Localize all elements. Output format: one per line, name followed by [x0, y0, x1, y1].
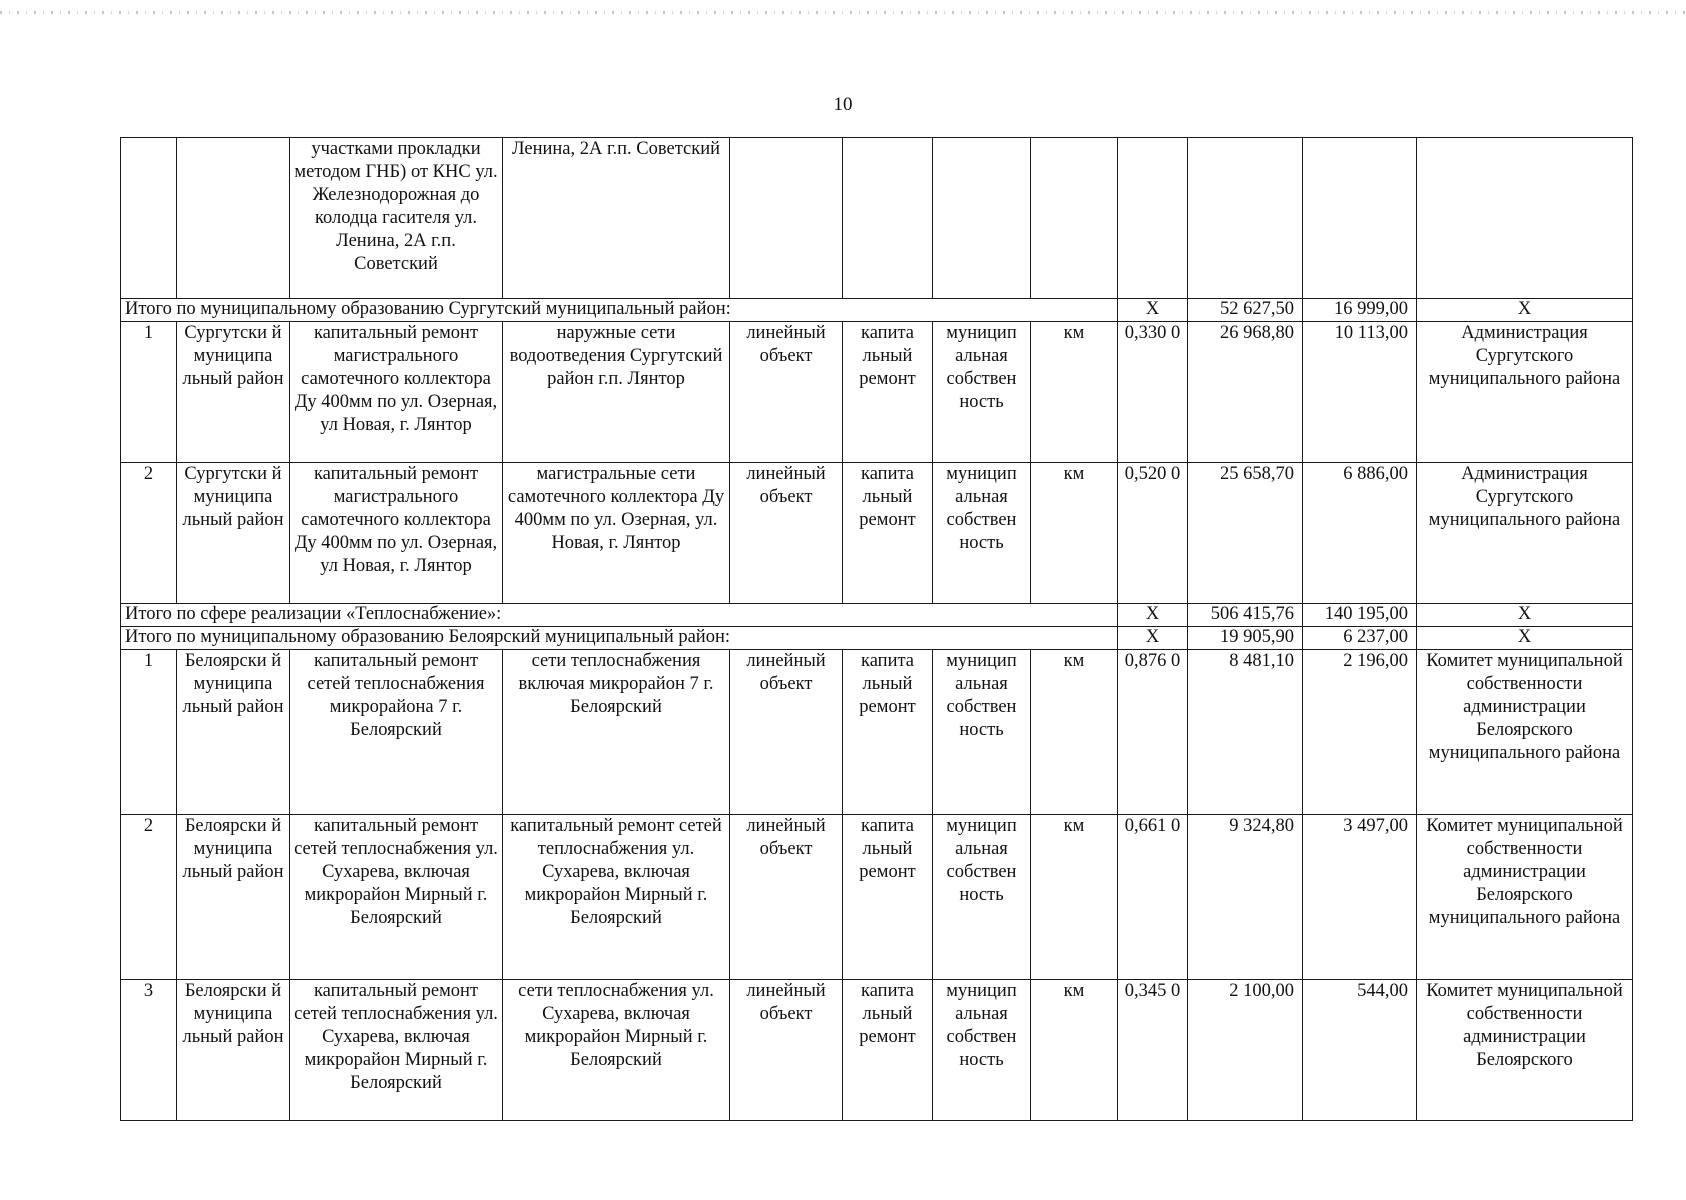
- cell-unit: км: [1031, 980, 1118, 1121]
- cell-executor: [1417, 138, 1633, 299]
- cell-limit: 10 113,00: [1303, 322, 1417, 463]
- cell-object: наружные сети водоотведения Сургутский район г.п. Лянтор: [503, 322, 730, 463]
- cell-object: сети теплоснабжения ул. Сухарева, включая микрорайон Мирный г. Белоярский: [503, 980, 730, 1121]
- cell-work: капита льный ремонт: [843, 980, 933, 1121]
- cell-cost: 2 100,00: [1188, 980, 1303, 1121]
- cell-municipality: Сургутски й муниципа льный район: [177, 463, 290, 604]
- cell-work: капита льный ремонт: [843, 650, 933, 815]
- total-sum1: 52 627,50: [1188, 299, 1303, 322]
- cell-limit: 2 196,00: [1303, 650, 1417, 815]
- cell-work: капита льный ремонт: [843, 815, 933, 980]
- cell-type: линейный объект: [730, 650, 843, 815]
- cell-num: [121, 138, 177, 299]
- total-x1: X: [1118, 627, 1188, 650]
- cell-num: 2: [121, 815, 177, 980]
- cell-unit: км: [1031, 463, 1118, 604]
- total-row-heat: [121, 604, 1633, 627]
- cell-executor: Администрация Сургутского муниципального района: [1417, 463, 1633, 604]
- total-label: Итого по муниципальному образованию Сургутский муниципальный район:: [121, 299, 1118, 322]
- table-row: [121, 322, 1633, 463]
- cell-object: капитальный ремонт сетей теплоснабжения ул. Сухарева, включая микрорайон Мирный г. Белоярский: [503, 815, 730, 980]
- cell-description: капитальный ремонт магистрального самотечного коллектора Ду 400мм по ул. Озерная, ул Новая, г. Лянтор: [290, 322, 503, 463]
- total-sum2: 6 237,00: [1303, 627, 1417, 650]
- cell-ownership: муницип альная собствен ность: [933, 322, 1031, 463]
- cell-unit: км: [1031, 650, 1118, 815]
- total-x3: X: [1417, 627, 1633, 650]
- cell-executor: Администрация Сургутского муниципального района: [1417, 322, 1633, 463]
- cell-description: участками прокладки методом ГНБ) от КНС ул. Железнодорожная до колодца гасителя ул. Ленина, 2А г.п. Советский: [290, 138, 503, 299]
- table-row-continuation: [121, 138, 1633, 299]
- total-x1: X: [1118, 604, 1188, 627]
- total-x3: X: [1417, 299, 1633, 322]
- cell-limit: 6 886,00: [1303, 463, 1417, 604]
- cell-object: магистральные сети самотечного коллектора Ду 400мм по ул. Озерная, ул. Новая, г. Лянтор: [503, 463, 730, 604]
- cell-executor: Комитет муниципальной собственности администрации Белоярского муниципального района: [1417, 650, 1633, 815]
- cell-ownership: муницип альная собствен ность: [933, 650, 1031, 815]
- cell-unit: км: [1031, 322, 1118, 463]
- cell-type: линейный объект: [730, 322, 843, 463]
- cell-num: 2: [121, 463, 177, 604]
- table-row: [121, 980, 1633, 1121]
- total-x1: X: [1118, 299, 1188, 322]
- cell-object: сети теплоснабжения включая микрорайон 7 г. Белоярский: [503, 650, 730, 815]
- cell-ownership: муницип альная собствен ность: [933, 980, 1031, 1121]
- total-sum2: 16 999,00: [1303, 299, 1417, 322]
- cell-description: капитальный ремонт магистрального самотечного коллектора Ду 400мм по ул. Озерная, ул Новая, г. Лянтор: [290, 463, 503, 604]
- cell-type: [730, 138, 843, 299]
- cell-unit: км: [1031, 815, 1118, 980]
- cell-length: 0,520 0: [1118, 463, 1188, 604]
- cell-length: 0,876 0: [1118, 650, 1188, 815]
- cell-description: капитальный ремонт сетей теплоснабжения ул. Сухарева, включая микрорайон Мирный г. Белоярский: [290, 980, 503, 1121]
- table-row: [121, 815, 1633, 980]
- cell-num: 3: [121, 980, 177, 1121]
- total-row-surgut: [121, 299, 1633, 322]
- cell-work: капита льный ремонт: [843, 463, 933, 604]
- investment-table: [120, 137, 1633, 1121]
- cell-ownership: муницип альная собствен ность: [933, 463, 1031, 604]
- total-sum2: 140 195,00: [1303, 604, 1417, 627]
- cell-work: капита льный ремонт: [843, 322, 933, 463]
- cell-municipality: Сургутски й муниципа льный район: [177, 322, 290, 463]
- table-row: [121, 463, 1633, 604]
- total-sum1: 506 415,76: [1188, 604, 1303, 627]
- cell-cost: 25 658,70: [1188, 463, 1303, 604]
- total-row-beloyarsk: [121, 627, 1633, 650]
- table-row: [121, 650, 1633, 815]
- cell-executor: Комитет муниципальной собственности администрации Белоярского: [1417, 980, 1633, 1121]
- cell-cost: 26 968,80: [1188, 322, 1303, 463]
- cell-description: капитальный ремонт сетей теплоснабжения микрорайона 7 г. Белоярский: [290, 650, 503, 815]
- cell-type: линейный объект: [730, 463, 843, 604]
- cell-length: 0,330 0: [1118, 322, 1188, 463]
- cell-executor: Комитет муниципальной собственности администрации Белоярского муниципального района: [1417, 815, 1633, 980]
- cell-type: линейный объект: [730, 815, 843, 980]
- cell-municipality: Белоярски й муниципа льный район: [177, 980, 290, 1121]
- cell-num: 1: [121, 322, 177, 463]
- cell-municipality: [177, 138, 290, 299]
- cell-num: 1: [121, 650, 177, 815]
- cell-object: Ленина, 2А г.п. Советский: [503, 138, 730, 299]
- total-x3: X: [1417, 604, 1633, 627]
- cell-ownership: [933, 138, 1031, 299]
- cell-type: линейный объект: [730, 980, 843, 1121]
- cell-cost: 9 324,80: [1188, 815, 1303, 980]
- total-label: Итого по муниципальному образованию Белоярский муниципальный район:: [121, 627, 1118, 650]
- cell-cost: 8 481,10: [1188, 650, 1303, 815]
- cell-ownership: муницип альная собствен ность: [933, 815, 1031, 980]
- cell-length: [1118, 138, 1188, 299]
- cell-unit: [1031, 138, 1118, 299]
- cell-description: капитальный ремонт сетей теплоснабжения ул. Сухарева, включая микрорайон Мирный г. Белоярский: [290, 815, 503, 980]
- cell-municipality: Белоярски й муниципа льный район: [177, 815, 290, 980]
- cell-work: [843, 138, 933, 299]
- cell-cost: [1188, 138, 1303, 299]
- cell-limit: [1303, 138, 1417, 299]
- cell-limit: 3 497,00: [1303, 815, 1417, 980]
- total-label: Итого по сфере реализации «Теплоснабжение»:: [121, 604, 1118, 627]
- cell-length: 0,345 0: [1118, 980, 1188, 1121]
- total-sum1: 19 905,90: [1188, 627, 1303, 650]
- cell-length: 0,661 0: [1118, 815, 1188, 980]
- cell-municipality: Белоярски й муниципа льный район: [177, 650, 290, 815]
- scan-edge-artifact: [0, 11, 1686, 14]
- page-number: 10: [833, 94, 853, 115]
- cell-limit: 544,00: [1303, 980, 1417, 1121]
